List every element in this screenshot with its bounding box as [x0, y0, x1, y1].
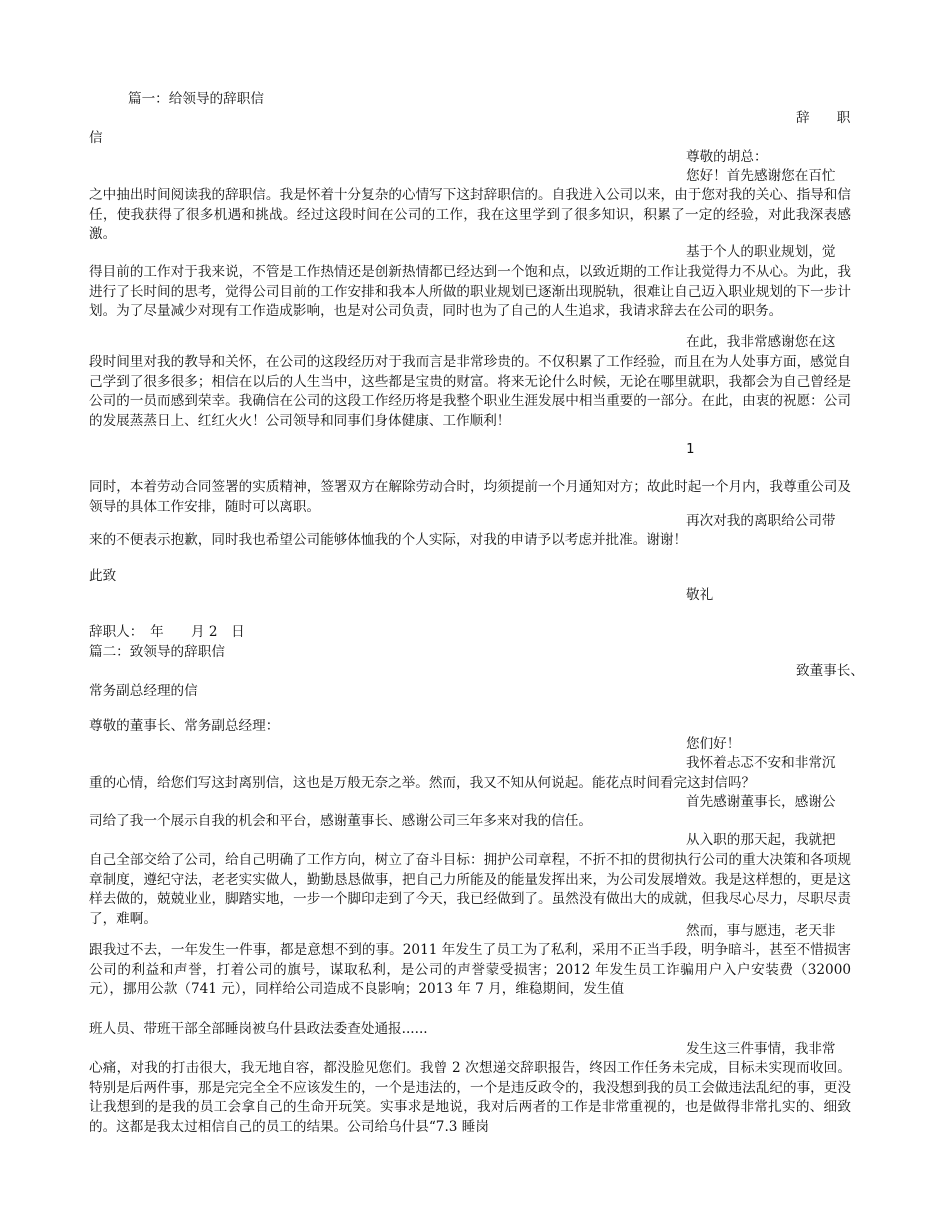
title-resignation-part2: 信	[89, 130, 103, 146]
paragraph-6-lead: 我怀着忐忑不安和非常沉	[686, 755, 836, 771]
letter-title-part2: 常务副总经理的信	[89, 683, 198, 699]
paragraph-9-tail: 班人员、带班干部全部睡岗被乌什县政法委查处通报......	[89, 1021, 428, 1037]
page-number: 1	[686, 441, 695, 457]
salutation-2: 尊敬的董事长、常务副总经理：	[89, 718, 280, 734]
paragraph-5-lead: 再次对我的离职给公司带	[686, 513, 836, 529]
paragraph-8: 自己全部交给了公司，给自己明确了工作方向，树立了奋斗目标：拥护公司章程，不折不扣的贯彻执行公司的重大决策和各项规章制度，遵纪守法，老老实实做人，勤勤恳恳做事，把自己力所能及的能量发挥出来，为公司发展增效。我是这样想的，更是这样去做的，兢兢业业，脚踏实地，一步一个脚印走到了今天，我已经做到了。虽然没有做出大的成就，但我尽心尽力，尽职尽责了，难啊。	[89, 852, 851, 927]
paragraph-7: 司给了我一个展示自我的机会和平台，感谢董事长、感谢公司三年多来对我的信任。	[89, 813, 592, 829]
greeting-2: 您们好！	[686, 736, 741, 752]
paragraph-9-lead: 然而，事与愿违，老天非	[686, 923, 836, 939]
paragraph-3: 段时间里对我的教导和关怀，在公司的这段经历对于我而言是非常珍贵的。不仅积累了工作经验，而且在为人处事方面，感觉自己学到了很多很多；相信在以后的人生当中，这些都是宝贵的财富。将来无论什么时候，无论在哪里就职，我都会为自己曾经是公司的一员而感到荣幸。我确信在公司的这段工作经历将是我整个职业生涯发展中相当重要的一部分。在此，由衷的祝愿：公司的发展蒸蒸日上、红红火火！公司领导和同事们身体健康、工作顺利！	[89, 354, 851, 429]
paragraph-2-lead: 基于个人的职业规划，觉	[686, 244, 836, 260]
closing-cizhi: 此致	[89, 568, 117, 584]
paragraph-10: 心痛，对我的打击很大，我无地自容，都没脸见您们。我曾 2 次想递交辞职报告，终因工作任务未完成，目标未实现而收回。特别是后两件事，那是完完全全不应该发生的，一个是违法的，一个是违反政令的，我没想到我的员工会做违法乱纪的事，更没让我想到的是我的员工会拿自己的生命开玩笑。实事求是地说，我对后两者的工作是非常重视的，也是做得非常扎实的、细致的。这都是我太过相信自己的员工的结果。公司给乌什县“7.3 睡岗	[89, 1060, 851, 1135]
paragraph-2: 得目前的工作对于我来说，不管是工作热情还是创新热情都已经达到一个饱和点，以致近期的工作让我觉得力不从心。为此，我进行了长时间的思考，觉得公司目前的工作安排和我本人所做的职业规划已逐渐出现脱轨，很难让自己迈入职业规划的下一步计划。为了尽量减少对现有工作造成影响，也是对公司负责，同时也为了自己的人生追求，我请求辞去在公司的职务。	[89, 264, 851, 319]
letter-title-part1: 致董事长、	[796, 663, 864, 679]
paragraph-3-lead: 在此，我非常感谢您在这	[686, 334, 836, 350]
paragraph-4: 同时，本着劳动合同签署的实质精神，签署双方在解除劳动合时，均须提前一个月通知对方；故此时起一个月内，我尊重公司及领导的具体工作安排，随时可以离职。	[89, 479, 851, 515]
salutation: 尊敬的胡总：	[686, 149, 768, 165]
greeting-line: 您好！首先感谢您在百忙	[686, 168, 836, 184]
signature-line: 辞职人： 年 月 2 日	[89, 624, 245, 640]
paragraph-10-lead: 发生这三件事情，我非常	[686, 1041, 836, 1057]
paragraph-6: 重的心情，给您们写这封离别信，这也是万般无奈之举。然而，我又不知从何说起。能花点时间看完这封信吗？	[89, 775, 756, 791]
paragraph-5: 来的不便表示抱歉，同时我也希望公司能够体恤我的个人实际，对我的申请予以考虑并批准。谢谢！	[89, 532, 688, 548]
paragraph-7-lead: 首先感谢董事长，感谢公	[686, 794, 836, 810]
paragraph-1: 之中抽出时间阅读我的辞职信。我是怀着十分复杂的心情写下这封辞职信的。自我进入公司以来，由于您对我的关心、指导和信任，使我获得了很多机遇和挑战。经过这段时间在公司的工作，我在这里学到了很多知识，积累了一定的经验，对此我深表感激。	[89, 187, 851, 242]
closing-jingli: 敬礼	[686, 587, 714, 603]
heading-part-two: 篇二：致领导的辞职信	[89, 644, 225, 660]
paragraph-9: 跟我过不去，一年发生一件事，都是意想不到的事。2011 年发生了员工为了私利，采用不正当手段，明争暗斗，甚至不惜损害公司的利益和声誉，打着公司的旗号，谋取私利，是公司的声誉蒙受损害；2012 年发生员工诈骗用户入户安装费（32000 元），挪用公款（741 元），同样给公司造成不良影响；2013 年 7 月，维稳期间，发生值	[89, 942, 851, 997]
title-resignation-part1: 辞 职	[796, 110, 851, 126]
paragraph-8-lead: 从入职的那天起，我就把	[686, 832, 836, 848]
heading-part-one: 篇一：给领导的辞职信	[128, 91, 264, 107]
